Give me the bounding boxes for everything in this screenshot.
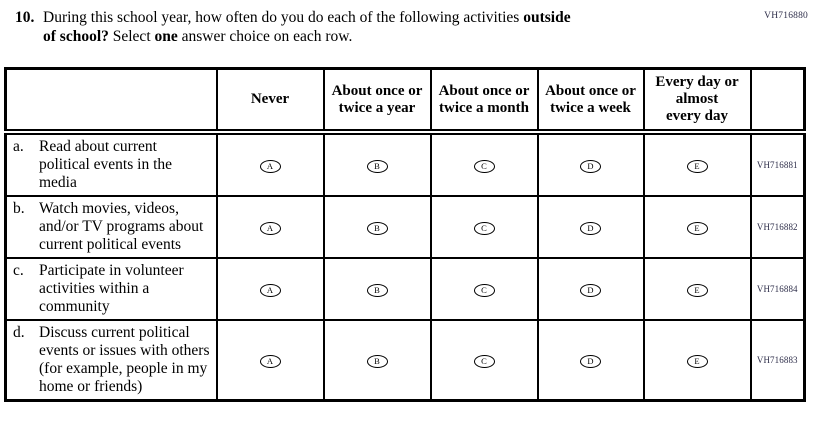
cell-c-month — [431, 258, 538, 320]
answer-oval-d-never[interactable]: A — [260, 355, 281, 368]
cell-b-daily — [644, 196, 751, 258]
header-empty-code — [751, 69, 805, 133]
cell-a-month — [431, 132, 538, 196]
table-row-b — [6, 196, 805, 258]
answer-oval-d-daily[interactable]: E — [687, 355, 708, 368]
column-header-never: Never — [217, 69, 324, 133]
cell-d-month — [431, 320, 538, 401]
row-label-d — [6, 320, 217, 401]
column-header-week: About once or twice a week — [538, 69, 644, 133]
question-text-part3: answer choice on each row. — [181, 27, 353, 45]
answer-oval-d-year[interactable]: B — [367, 355, 388, 368]
row-label-b — [6, 196, 217, 258]
answer-oval-c-month[interactable]: C — [474, 284, 495, 297]
answer-oval-d-week[interactable]: D — [580, 355, 601, 368]
cell-d-daily — [644, 320, 751, 401]
cell-c-year — [324, 258, 431, 320]
row-text-a: Read about current political events in the media — [39, 138, 173, 191]
row-letter-a: a. — [13, 138, 24, 155]
cell-a-week — [538, 132, 644, 196]
row-code-d: VH716883 — [751, 320, 805, 401]
row-code-a: VH716881 — [751, 132, 805, 196]
answer-oval-b-daily[interactable]: E — [687, 222, 708, 235]
cell-b-year — [324, 196, 431, 258]
answer-oval-b-year[interactable]: B — [367, 222, 388, 235]
cell-c-week — [538, 258, 644, 320]
cell-a-daily — [644, 132, 751, 196]
cell-d-never — [217, 320, 324, 401]
question-block — [15, 9, 813, 46]
answer-oval-a-never[interactable]: A — [260, 160, 281, 173]
row-letter-c: c. — [13, 262, 24, 279]
question-bold-of-school: of school? — [43, 27, 109, 45]
column-header-month: About once or twice a month — [431, 69, 538, 133]
answer-oval-b-week[interactable]: D — [580, 222, 601, 235]
response-matrix — [4, 67, 806, 402]
row-label-c — [6, 258, 217, 320]
cell-d-year — [324, 320, 431, 401]
question-bold-outside: outside — [523, 9, 571, 26]
cell-b-month — [431, 196, 538, 258]
question-text-part2: Select — [112, 27, 151, 45]
answer-oval-b-never[interactable]: A — [260, 222, 281, 235]
answer-oval-b-month[interactable]: C — [474, 222, 495, 235]
row-label-a — [6, 132, 217, 196]
question-text — [43, 9, 733, 46]
cell-a-never — [217, 132, 324, 196]
answer-oval-d-month[interactable]: C — [474, 355, 495, 368]
answer-oval-c-year[interactable]: B — [367, 284, 388, 297]
table-row-d — [6, 320, 805, 401]
row-code-c: VH716884 — [751, 258, 805, 320]
column-header-daily: Every day or almost every day — [644, 69, 751, 133]
row-code-b: VH716882 — [751, 196, 805, 258]
answer-oval-a-week[interactable]: D — [580, 160, 601, 173]
cell-a-year — [324, 132, 431, 196]
answer-oval-a-year[interactable]: B — [367, 160, 388, 173]
question-number: 10. — [15, 9, 35, 26]
cell-b-week — [538, 196, 644, 258]
answer-oval-c-never[interactable]: A — [260, 284, 281, 297]
cell-b-never — [217, 196, 324, 258]
header-row — [6, 69, 805, 133]
row-text-d: Discuss current political events or issues with others (for example, people in my home or friends) — [39, 324, 210, 395]
answer-oval-c-week[interactable]: D — [580, 284, 601, 297]
table-row-c — [6, 258, 805, 320]
column-header-year: About once or twice a year — [324, 69, 431, 133]
question-bold-one: one — [154, 27, 178, 45]
answer-oval-a-daily[interactable]: E — [687, 160, 708, 173]
row-letter-d: d. — [13, 324, 25, 341]
form-item-code: VH716880 — [764, 11, 808, 21]
header-empty-label — [6, 69, 217, 133]
question-text-part1: During this school year, how often do you do each of the following activities — [43, 9, 520, 26]
row-letter-b: b. — [13, 200, 25, 217]
answer-oval-c-daily[interactable]: E — [687, 284, 708, 297]
cell-c-never — [217, 258, 324, 320]
table-row-a — [6, 132, 805, 196]
cell-c-daily — [644, 258, 751, 320]
answer-oval-a-month[interactable]: C — [474, 160, 495, 173]
row-text-b: Watch movies, videos, and/or TV programs about current political events — [39, 200, 204, 253]
cell-d-week — [538, 320, 644, 401]
row-text-c: Participate in volunteer activities within a community — [39, 262, 184, 315]
